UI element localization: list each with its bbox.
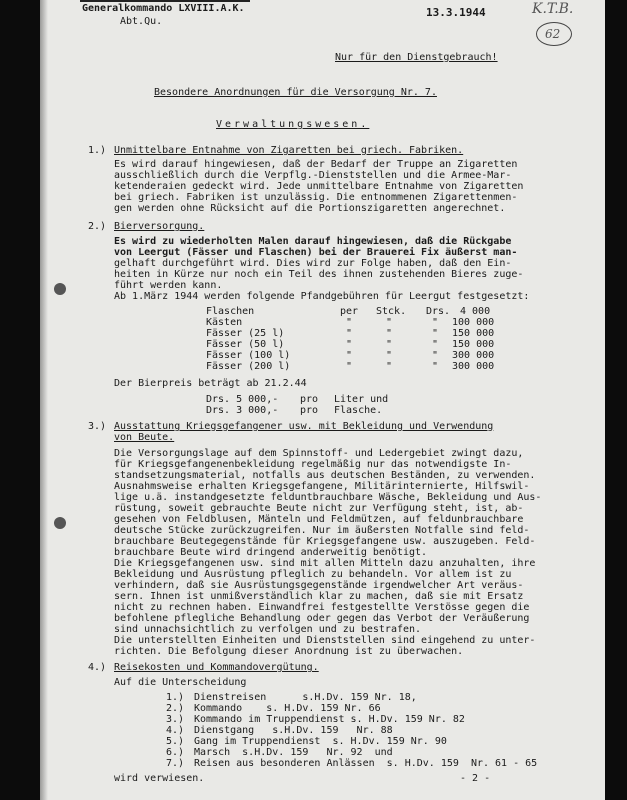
- s4-item-number: 5.): [166, 736, 185, 747]
- s1-line: ketenderaien gedeckt wird. Jede unmittelbare Entnahme von Zigaretten: [114, 181, 524, 192]
- s3-line: sind unnachsichtlich zu verfolgen und zu bestrafen.: [114, 624, 422, 635]
- s4-item-text: Dienstgang s.H.Dv. 159 Nr. 88: [194, 725, 393, 736]
- deposit-amount: 150 000: [452, 328, 495, 339]
- ditto-mark: ": [386, 361, 393, 372]
- s3-number: 3.): [88, 421, 107, 432]
- deposit-item: Fässer (200 l): [206, 361, 291, 372]
- s4-heading: Reisekosten und Kommandovergütung.: [114, 662, 319, 673]
- s2-line: Es wird zu wiederholten Malen darauf hingewiesen, daß die Rückgabe: [114, 236, 512, 247]
- s3-line: brauchbare Beutegegenstände für Kriegsgefangene usw. auszugeben. Feld-: [114, 536, 536, 547]
- s4-item-number: 6.): [166, 747, 185, 758]
- price-unit: Flasche.: [334, 405, 383, 416]
- deposit-unit-header: Stck.: [376, 306, 407, 317]
- punch-hole: [54, 517, 66, 529]
- s4-item-number: 1.): [166, 692, 185, 703]
- deposit-amount: 4 000: [460, 306, 491, 317]
- s1-line: ausschließlich durch die Verpflg.-Dienststellen und die Armee-Mar-: [114, 170, 512, 181]
- page-number: - 2 -: [460, 773, 491, 784]
- s3-line: lige u.ä. instandgesetzte felduntbrauchbare Wäsche, Bekleidung und Aus-: [114, 492, 542, 503]
- s2-line: führt werden kann.: [114, 280, 223, 291]
- s4-number: 4.): [88, 662, 107, 673]
- deposit-amount: 100 000: [452, 317, 495, 328]
- ditto-mark: ": [346, 317, 353, 328]
- deposit-currency-header: Drs.: [426, 306, 451, 317]
- s3-line: verhindern, daß sie Ausrüstungsgegenstände irgendwelcher Art veräus-: [114, 580, 524, 591]
- document-title: Besondere Anordnungen für die Versorgung Nr. 7.: [154, 87, 437, 98]
- deposit-amount: 300 000: [452, 350, 495, 361]
- s3-heading-cont: von Beute.: [114, 432, 175, 443]
- s4-item-text: Marsch s.H.Dv. 159 Nr. 92 und: [194, 747, 393, 758]
- s4-item-text: Kommando s. H.Dv. 159 Nr. 66: [194, 703, 381, 714]
- s3-line: richten. Die Befolgung dieser Anordnung ist zu überwachen.: [114, 646, 464, 657]
- s4-item-text: Reisen aus besonderen Anlässen s. H.Dv. 159 Nr. 61 - 65: [194, 758, 538, 769]
- s2-line: von Leergut (Fässer und Flaschen) bei der Brauerei Fix äußerst man-: [114, 247, 518, 258]
- s4-item-number: 7.): [166, 758, 185, 769]
- ditto-mark: ": [386, 350, 393, 361]
- s3-line: Ausnahmsweise erhalten Kriegsgefangene, Militärinternierte, Hilfswil-: [114, 481, 530, 492]
- ditto-mark: ": [432, 361, 439, 372]
- s3-line: sern. Ihnen ist unmißverständlich klar zu machen, daß sie mit Ersatz: [114, 591, 524, 602]
- s2-line: gelhaft durchgeführt wird. Dies wird zur Folge haben, daß den Ein-: [114, 258, 512, 269]
- deposit-item: Fässer (50 l): [206, 339, 285, 350]
- deposit-amount: 150 000: [452, 339, 495, 350]
- s4-item-number: 4.): [166, 725, 185, 736]
- s2-number: 2.): [88, 221, 107, 232]
- s2-heading: Bierversorgung.: [114, 221, 205, 232]
- ditto-mark: ": [432, 317, 439, 328]
- document-page: [40, 0, 605, 800]
- ditto-mark: ": [386, 339, 393, 350]
- circled-number-text: 62: [545, 27, 561, 41]
- s3-line: deutsche Stücke zurückzugreifen. Nur im äußersten Notfalle sind feld-: [114, 525, 530, 536]
- s1-line: Es wird darauf hingewiesen, daß der Bedarf der Truppe an Zigaretten: [114, 159, 518, 170]
- deposit-item: Fässer (100 l): [206, 350, 291, 361]
- ditto-mark: ": [386, 317, 393, 328]
- s4-item-text: Gang im Truppendienst s. H.Dv. 159 Nr. 90: [194, 736, 447, 747]
- classification: Nur für den Dienstgebrauch!: [335, 52, 498, 63]
- s4-intro: Auf die Unterscheidung: [114, 677, 247, 688]
- deposit-item: Fässer (25 l): [206, 328, 285, 339]
- s3-line: Die unterstellten Einheiten und Dienststellen sind eingehend zu unter-: [114, 635, 536, 646]
- s1-line: gen werden ohne Rücksicht auf die Portionszigaretten angerechnet.: [114, 203, 506, 214]
- ditto-mark: ": [346, 350, 353, 361]
- ditto-mark: ": [346, 361, 353, 372]
- s1-heading: Unmittelbare Entnahme von Zigaretten bei griech. Fabriken.: [114, 145, 464, 156]
- s3-heading: Ausstattung Kriegsgefangener usw. mit Bekleidung und Verwendung: [114, 421, 494, 432]
- s4-closing: wird verwiesen.: [114, 773, 205, 784]
- s4-item-number: 2.): [166, 703, 185, 714]
- deposit-intro: Ab 1.März 1944 werden folgende Pfandgebühren für Leergut festgesetzt:: [114, 291, 530, 302]
- s3-line: rüstung, soweit gebrauchte Beute nicht zur Verfügung steht, ist, ab-: [114, 503, 524, 514]
- page-edge-shadow: [40, 0, 48, 800]
- deposit-item: Kästen: [206, 317, 243, 328]
- office-line-1: Generalkommando LXVIII.A.K.: [82, 3, 245, 14]
- price-amount: Drs. 5 000,-: [206, 394, 279, 405]
- ditto-mark: ": [346, 339, 353, 350]
- ditto-mark: ": [432, 328, 439, 339]
- deposit-amount: 300 000: [452, 361, 495, 372]
- s1-line: bei griech. Fabriken ist unzulässig. Die entnommenen Zigarettenmen-: [114, 192, 518, 203]
- price-per: pro: [300, 394, 319, 405]
- s3-line: brauchbare Beute wird dringend anderweitig benötigt.: [114, 547, 428, 558]
- deposit-per-header: per: [340, 306, 359, 317]
- punch-hole: [54, 283, 66, 295]
- deposit-item: Flaschen: [206, 306, 255, 317]
- circled-number: [536, 22, 572, 46]
- s3-line: gesehen von Feldblusen, Mänteln und Feldmützen, auf feldunbrauchbare: [114, 514, 524, 525]
- price-unit: Liter und: [334, 394, 389, 405]
- s3-line: für Kriegsgefangenenbekleidung regelmäßig nur das notwendigste In-: [114, 459, 512, 470]
- document-date: 13.3.1944: [426, 6, 486, 19]
- ditto-mark: ": [346, 328, 353, 339]
- s3-line: Die Kriegsgefangenen usw. sind mit allen Mitteln dazu anzuhalten, ihre: [114, 558, 536, 569]
- price-intro: Der Bierpreis beträgt ab 21.2.44: [114, 378, 307, 389]
- ditto-mark: ": [386, 328, 393, 339]
- s4-item-text: Kommando im Truppendienst s. H.Dv. 159 Nr. 82: [194, 714, 465, 725]
- s4-item-text: Dienstreisen s.H.Dv. 159 Nr. 18,: [194, 692, 417, 703]
- s3-line: befohlene pflegliche Behandlung oder gegen das Verbot der Veräußerung: [114, 613, 530, 624]
- ditto-mark: ": [432, 350, 439, 361]
- price-per: pro: [300, 405, 319, 416]
- s2-line: heiten in Kürze nur noch ein Teil des ihnen zustehenden Bieres zuge-: [114, 269, 524, 280]
- s3-line: Die Versorgungslage auf dem Spinnstoff- und Ledergebiet zwingt dazu,: [114, 448, 524, 459]
- s3-line: Bekleidung und Ausrüstung pfleglich zu behandeln. Vor allem ist zu: [114, 569, 512, 580]
- handwritten-mark: K.T.B.: [532, 1, 574, 17]
- header-rule: [80, 0, 250, 2]
- s3-line: standsetzungsmaterial, notfalls aus deutschen Beständen, zu verwenden.: [114, 470, 536, 481]
- s3-line: nicht zu rechnen haben. Einwandfrei festgestellte Verstösse gegen die: [114, 602, 530, 613]
- section-heading: Verwaltungswesen.: [216, 119, 370, 130]
- price-amount: Drs. 3 000,-: [206, 405, 279, 416]
- s4-item-number: 3.): [166, 714, 185, 725]
- office-line-2: Abt.Qu.: [120, 16, 163, 27]
- s1-number: 1.): [88, 145, 107, 156]
- ditto-mark: ": [432, 339, 439, 350]
